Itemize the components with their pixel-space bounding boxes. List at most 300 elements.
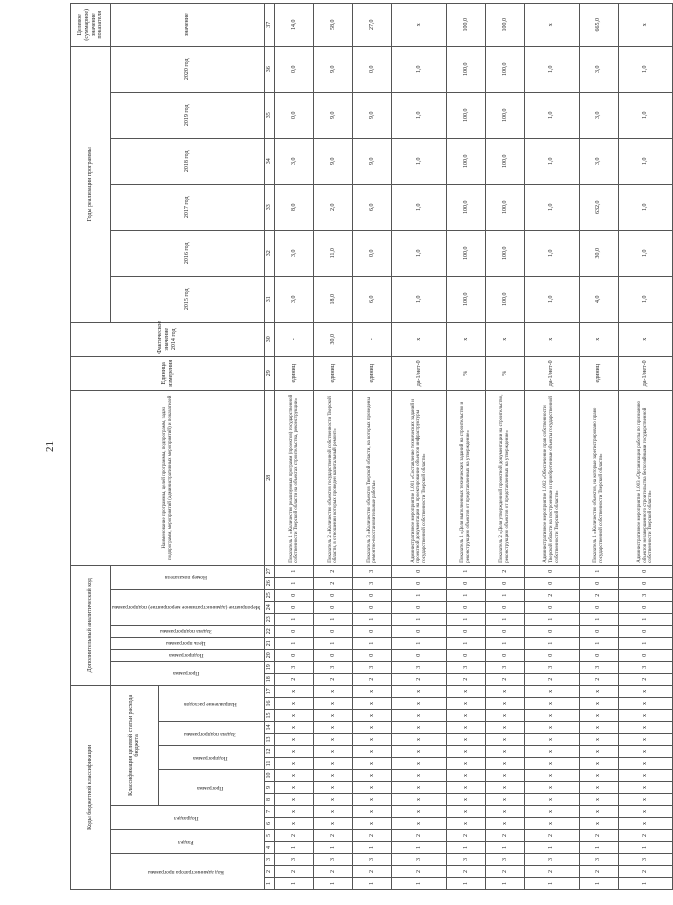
code-cell: 1 xyxy=(525,878,580,890)
code-cell: 0 xyxy=(618,601,673,613)
code-cell: 0 xyxy=(486,577,525,589)
table-row xyxy=(486,3,525,889)
code-cell: 3 xyxy=(486,854,525,866)
code-cell: 0 xyxy=(314,649,353,661)
code-cell: х xyxy=(314,758,353,770)
code-cell: х xyxy=(314,806,353,818)
fact-cell: х xyxy=(618,322,673,356)
code-cell: 1 xyxy=(525,637,580,649)
year-value: 4,0 xyxy=(579,276,618,322)
code-cell: х xyxy=(525,758,580,770)
code-cell: 0 xyxy=(314,625,353,637)
code-cell: х xyxy=(618,806,673,818)
year-value: 9,0 xyxy=(314,138,353,184)
unit-cell: единиц xyxy=(314,356,353,390)
code-cell: х xyxy=(314,818,353,830)
code-cell: 1 xyxy=(579,613,618,625)
year-value: 0,0 xyxy=(353,230,392,276)
unit-cell: % xyxy=(447,356,486,390)
code-cell: х xyxy=(447,770,486,782)
code-cell: х xyxy=(618,818,673,830)
code-cell: х xyxy=(486,722,525,734)
an-indicator-header xyxy=(111,565,265,589)
code-cell: х xyxy=(486,794,525,806)
code-cell: 0 xyxy=(618,625,673,637)
code-cell: х xyxy=(353,758,392,770)
header-label: Раздел xyxy=(178,838,194,845)
code-cell: 0 xyxy=(275,649,314,661)
code-cell: 3 xyxy=(314,854,353,866)
header-label: Цель программы xyxy=(166,640,206,647)
analytic-code-header: Дополнительный аналитический код xyxy=(71,565,111,685)
code-cell: 3 xyxy=(486,661,525,673)
code-cell: х xyxy=(525,722,580,734)
code-cell: 0 xyxy=(447,649,486,661)
code-cell: 1 xyxy=(447,565,486,577)
code-cell: 2 xyxy=(314,565,353,577)
column-number: 28 xyxy=(265,390,275,565)
table-row xyxy=(275,3,314,889)
code-cell: х xyxy=(447,685,486,697)
code-cell: 1 xyxy=(579,842,618,854)
code-cell: х xyxy=(447,758,486,770)
code-cell: х xyxy=(486,806,525,818)
year-value: 100,0 xyxy=(447,230,486,276)
code-cell: х xyxy=(579,746,618,758)
code-cell: х xyxy=(525,698,580,710)
column-number: 13 xyxy=(265,734,275,746)
code-cell: 3 xyxy=(618,661,673,673)
code-cell: 0 xyxy=(525,601,580,613)
indicator-name: Показатель 2 «Количество объектов государственной собственности Тверской области, в отношении которых проведен капитальный ремонт» xyxy=(314,390,353,565)
code-cell: 0 xyxy=(392,601,447,613)
column-number: 12 xyxy=(265,746,275,758)
code-cell: 2 xyxy=(525,589,580,601)
code-cell: 1 xyxy=(314,842,353,854)
code-cell: х xyxy=(486,758,525,770)
code-cell: 1 xyxy=(486,637,525,649)
code-cell: 0 xyxy=(447,577,486,589)
header-label: Подраздел xyxy=(173,814,199,821)
code-cell: 0 xyxy=(353,601,392,613)
code-cell: х xyxy=(392,758,447,770)
code-cell: х xyxy=(486,818,525,830)
code-cell: 3 xyxy=(579,854,618,866)
code-cell: 0 xyxy=(447,625,486,637)
code-cell: х xyxy=(579,770,618,782)
code-cell: 2 xyxy=(525,830,580,842)
fact-header: Фактическое значение 2014 год xyxy=(71,322,265,356)
code-cell: х xyxy=(525,770,580,782)
table-row xyxy=(353,3,392,889)
header-label: Программа xyxy=(173,670,200,677)
code-cell: 2 xyxy=(486,830,525,842)
code-cell: х xyxy=(353,710,392,722)
an-subprogram-header xyxy=(111,649,265,661)
code-cell: 0 xyxy=(486,649,525,661)
code-cell: х xyxy=(618,782,673,794)
year-value: 1,0 xyxy=(618,230,673,276)
code-cell: 0 xyxy=(275,601,314,613)
code-cell: х xyxy=(486,734,525,746)
code-cell: х xyxy=(353,818,392,830)
code-cell: х xyxy=(353,806,392,818)
code-cell: 2 xyxy=(579,866,618,878)
code-cell: х xyxy=(275,746,314,758)
code-cell: х xyxy=(314,685,353,697)
code-cell: х xyxy=(525,734,580,746)
column-number: 23 xyxy=(265,613,275,625)
code-cell: х xyxy=(525,818,580,830)
code-cell: 1 xyxy=(447,589,486,601)
column-number: 37 xyxy=(265,3,275,46)
code-cell: 1 xyxy=(392,842,447,854)
code-cell: х xyxy=(275,806,314,818)
column-number: 25 xyxy=(265,589,275,601)
column-number: 16 xyxy=(265,698,275,710)
column-number: 20 xyxy=(265,649,275,661)
page-number: 21 xyxy=(44,441,56,452)
code-cell: 3 xyxy=(579,661,618,673)
code-cell: 2 xyxy=(618,830,673,842)
code-cell: 1 xyxy=(275,637,314,649)
code-cell: 0 xyxy=(525,565,580,577)
year-value: 100,0 xyxy=(486,46,525,92)
code-cell: 0 xyxy=(392,577,447,589)
year-value: 100,0 xyxy=(486,138,525,184)
code-cell: 3 xyxy=(447,854,486,866)
code-cell: х xyxy=(392,734,447,746)
name-header: Наименование программы, целей программы, подпрограмм, задач подпрограмм, мероприятий (административных мероприятий) и показателей xyxy=(71,390,265,565)
fact-cell: х xyxy=(392,322,447,356)
year-value: 0,0 xyxy=(275,92,314,138)
code-cell: 2 xyxy=(353,866,392,878)
code-cell: 1 xyxy=(314,878,353,890)
header-label: Мероприятие (административное мероприятие) подпрограммы xyxy=(112,604,261,611)
code-cell: 0 xyxy=(579,625,618,637)
year-value: 1,0 xyxy=(392,230,447,276)
code-cell: 0 xyxy=(579,649,618,661)
code-cell: 0 xyxy=(525,625,580,637)
code-cell: х xyxy=(618,698,673,710)
program-header xyxy=(158,770,264,806)
column-number: 30 xyxy=(265,322,275,356)
code-cell: х xyxy=(447,794,486,806)
code-cell: х xyxy=(275,722,314,734)
code-cell: 3 xyxy=(618,854,673,866)
code-cell: 1 xyxy=(447,637,486,649)
year-value: 1,0 xyxy=(618,276,673,322)
code-cell: х xyxy=(447,782,486,794)
code-cell: х xyxy=(314,746,353,758)
code-cell: х xyxy=(314,770,353,782)
year-value: 1,0 xyxy=(392,92,447,138)
year-value: 2,0 xyxy=(314,184,353,230)
header-label: Задача подпрограммы xyxy=(184,730,236,737)
code-cell: 2 xyxy=(314,673,353,685)
indicator-name: Административное мероприятие 1.001 «Составление технических заданий и проектной документации на проектирование объектов инфраструктуры государственной собственности Тверской области» xyxy=(392,390,447,565)
column-number: 29 xyxy=(265,356,275,390)
code-cell: х xyxy=(618,758,673,770)
table-row xyxy=(447,3,486,889)
code-cell: 3 xyxy=(353,565,392,577)
unit-cell: единиц xyxy=(579,356,618,390)
indicator-name: Показатель 2 «Доля утвержденной проектной документации на строительство, реконструкцию объектов от представленных на утверждение» xyxy=(486,390,525,565)
target-value: 665,0 xyxy=(579,3,618,46)
column-number: 31 xyxy=(265,276,275,322)
code-cell: х xyxy=(579,782,618,794)
table-row xyxy=(525,3,580,889)
year-value: 632,0 xyxy=(579,184,618,230)
code-cell: х xyxy=(525,685,580,697)
column-number: 8 xyxy=(265,794,275,806)
code-cell: 0 xyxy=(392,649,447,661)
code-cell: 0 xyxy=(618,649,673,661)
header-label: Номер показателя xyxy=(165,574,208,581)
code-cell: 3 xyxy=(447,661,486,673)
code-cell: 2 xyxy=(275,673,314,685)
fact-cell: х xyxy=(525,322,580,356)
column-number: 35 xyxy=(265,92,275,138)
indicator-name: Показатель 3 «Количество объектов Тверской области, на которых проведены ремонтно-восстановительные работы» xyxy=(353,390,392,565)
indicator-name: Показатель 1 «Количество реализуемых программ (проектов) государственной собственности Тверской области на объектах строительства, реконструкции» xyxy=(275,390,314,565)
code-cell: 1 xyxy=(618,878,673,890)
code-cell: 1 xyxy=(486,878,525,890)
fact-cell: х xyxy=(486,322,525,356)
code-cell: х xyxy=(579,806,618,818)
code-cell: 3 xyxy=(353,577,392,589)
an-event-header xyxy=(111,589,265,625)
column-number: 5 xyxy=(265,830,275,842)
code-cell: х xyxy=(579,794,618,806)
code-cell: х xyxy=(275,758,314,770)
code-cell: 2 xyxy=(314,577,353,589)
code-cell: 2 xyxy=(579,589,618,601)
column-number: 15 xyxy=(265,710,275,722)
target-article-header: Классификация целевой статьи расхода бюджета xyxy=(111,685,159,805)
year-value: 1,0 xyxy=(392,138,447,184)
code-cell: х xyxy=(486,698,525,710)
year-value: 0,0 xyxy=(275,46,314,92)
code-cell: 1 xyxy=(447,613,486,625)
code-cell: х xyxy=(275,782,314,794)
code-cell: 1 xyxy=(275,565,314,577)
table-row xyxy=(314,3,353,889)
code-cell: х xyxy=(525,782,580,794)
code-cell: х xyxy=(314,794,353,806)
code-cell: 1 xyxy=(618,613,673,625)
code-cell: х xyxy=(353,770,392,782)
an-goal-header xyxy=(111,637,265,649)
year-header: 2018 год xyxy=(111,138,265,184)
code-cell: 1 xyxy=(579,637,618,649)
code-cell: 0 xyxy=(275,625,314,637)
code-cell: 0 xyxy=(353,649,392,661)
code-cell: х xyxy=(525,806,580,818)
code-cell: 1 xyxy=(314,637,353,649)
table-row xyxy=(392,3,447,889)
code-cell: 3 xyxy=(392,661,447,673)
unit-cell: единиц xyxy=(353,356,392,390)
code-cell: 2 xyxy=(392,673,447,685)
code-cell: 1 xyxy=(275,613,314,625)
year-header: 2017 год xyxy=(111,184,265,230)
code-cell: 1 xyxy=(392,613,447,625)
code-cell: 2 xyxy=(447,830,486,842)
code-cell: х xyxy=(447,818,486,830)
code-cell: х xyxy=(392,818,447,830)
code-cell: 1 xyxy=(579,878,618,890)
code-cell: х xyxy=(447,734,486,746)
code-cell: х xyxy=(579,734,618,746)
header-label: Программа xyxy=(197,784,224,791)
code-cell: х xyxy=(525,794,580,806)
code-cell: х xyxy=(447,698,486,710)
code-cell: х xyxy=(314,734,353,746)
expense-dir-header xyxy=(158,685,264,721)
code-cell: 3 xyxy=(275,661,314,673)
code-cell: х xyxy=(579,685,618,697)
code-cell: 1 xyxy=(447,842,486,854)
code-cell: 3 xyxy=(618,589,673,601)
code-cell: 1 xyxy=(275,878,314,890)
code-cell: х xyxy=(353,722,392,734)
task-header xyxy=(158,722,264,746)
fact-cell: 30,0 xyxy=(314,322,353,356)
code-cell: х xyxy=(392,746,447,758)
code-cell: 3 xyxy=(353,854,392,866)
year-value: 30,0 xyxy=(579,230,618,276)
code-cell: х xyxy=(579,758,618,770)
year-value: 3,0 xyxy=(579,92,618,138)
code-cell: х xyxy=(392,782,447,794)
year-value: 3,0 xyxy=(579,138,618,184)
code-cell: х xyxy=(618,710,673,722)
column-number: 11 xyxy=(265,758,275,770)
code-cell: х xyxy=(275,685,314,697)
code-cell: 1 xyxy=(525,613,580,625)
indicator-name: Показатель 1 «Количество объектов, на которые зарегистрировано право государственной собственности Тверской области» xyxy=(579,390,618,565)
fact-cell: - xyxy=(353,322,392,356)
code-cell: 1 xyxy=(447,878,486,890)
header-label: Подпрограмма xyxy=(192,754,228,761)
code-cell: 0 xyxy=(486,625,525,637)
year-value: 9,0 xyxy=(314,92,353,138)
code-cell: 0 xyxy=(314,601,353,613)
fact-cell: х xyxy=(447,322,486,356)
code-cell: х xyxy=(392,806,447,818)
column-number: 9 xyxy=(265,782,275,794)
code-cell: х xyxy=(314,782,353,794)
code-cell: 3 xyxy=(525,661,580,673)
year-value: 3,0 xyxy=(275,230,314,276)
target-value: х xyxy=(618,3,673,46)
code-cell: 1 xyxy=(618,842,673,854)
code-cell: х xyxy=(353,746,392,758)
target-value: х xyxy=(392,3,447,46)
subsection-header xyxy=(111,806,265,830)
budget-class-header: Коды бюджетной классификации xyxy=(71,685,111,889)
code-cell: х xyxy=(618,746,673,758)
code-cell: х xyxy=(392,794,447,806)
year-value: 9,0 xyxy=(353,92,392,138)
code-cell: 2 xyxy=(486,565,525,577)
year-header: 2020 год xyxy=(111,46,265,92)
code-cell: 2 xyxy=(275,830,314,842)
column-number: 21 xyxy=(265,637,275,649)
year-value: 0,0 xyxy=(353,46,392,92)
code-cell: 0 xyxy=(525,577,580,589)
years-group-header: Годы реализации программы xyxy=(71,46,111,322)
code-cell: х xyxy=(392,698,447,710)
year-value: 100,0 xyxy=(447,184,486,230)
code-cell: 0 xyxy=(353,589,392,601)
target-value: х xyxy=(525,3,580,46)
subprogram-header xyxy=(158,746,264,770)
column-number: 24 xyxy=(265,601,275,613)
code-cell: х xyxy=(353,698,392,710)
code-cell: х xyxy=(618,770,673,782)
code-cell: 1 xyxy=(275,842,314,854)
target-value-header: значение xyxy=(111,3,265,46)
code-cell: 0 xyxy=(579,601,618,613)
column-number: 14 xyxy=(265,722,275,734)
code-cell: х xyxy=(486,746,525,758)
header-label: Подпрограмма xyxy=(168,652,204,659)
unit-cell: да-1/нет-0 xyxy=(525,356,580,390)
code-cell: х xyxy=(486,685,525,697)
year-value: 1,0 xyxy=(618,184,673,230)
code-cell: 3 xyxy=(392,854,447,866)
year-value: 3,0 xyxy=(275,138,314,184)
code-cell: 0 xyxy=(275,589,314,601)
code-cell: 0 xyxy=(618,577,673,589)
target-value: 58,0 xyxy=(314,3,353,46)
code-cell: х xyxy=(486,710,525,722)
code-cell: 2 xyxy=(486,866,525,878)
year-value: 1,0 xyxy=(525,92,580,138)
code-cell: х xyxy=(314,710,353,722)
code-cell: 1 xyxy=(392,637,447,649)
column-number: 19 xyxy=(265,661,275,673)
year-value: 1,0 xyxy=(525,230,580,276)
code-cell: 2 xyxy=(618,866,673,878)
code-cell: 2 xyxy=(447,866,486,878)
admin-code-header xyxy=(111,854,265,890)
year-value: 100,0 xyxy=(486,276,525,322)
column-number: 17 xyxy=(265,685,275,697)
code-cell: 0 xyxy=(353,625,392,637)
code-cell: 2 xyxy=(486,673,525,685)
year-value: 1,0 xyxy=(525,138,580,184)
year-value: 1,0 xyxy=(525,46,580,92)
year-value: 100,0 xyxy=(486,92,525,138)
code-cell: 1 xyxy=(618,637,673,649)
column-number: 1 xyxy=(265,878,275,890)
code-cell: 0 xyxy=(486,601,525,613)
code-cell: 1 xyxy=(486,589,525,601)
header-label: Код администратора программы xyxy=(148,868,225,875)
code-cell: 2 xyxy=(525,673,580,685)
code-cell: х xyxy=(392,685,447,697)
code-cell: х xyxy=(275,734,314,746)
code-cell: 0 xyxy=(579,577,618,589)
column-number: 32 xyxy=(265,230,275,276)
code-cell: х xyxy=(392,770,447,782)
year-value: 100,0 xyxy=(447,46,486,92)
code-cell: х xyxy=(392,722,447,734)
code-cell: х xyxy=(579,818,618,830)
